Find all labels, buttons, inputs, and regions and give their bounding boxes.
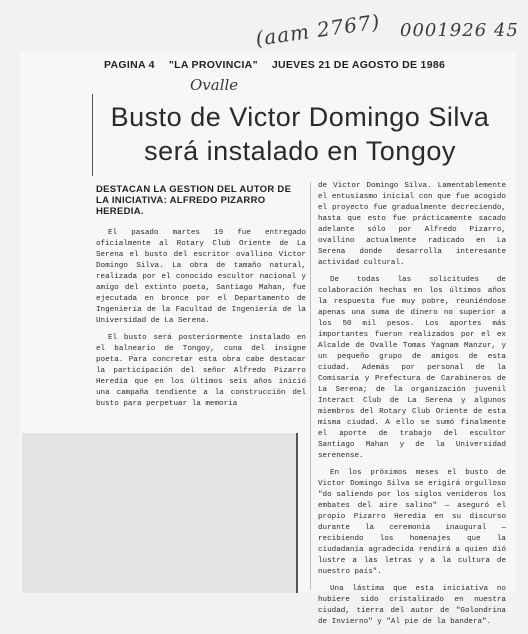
masthead [104, 59, 446, 71]
column-divider [310, 182, 311, 590]
page-number: PAGINA 4 [104, 59, 155, 71]
paragraph: El pasado martes 19 fue entregado oficialmente al Rotary Club Oriente de La Serena el busto del escritor ovallino Victor Domingo Silva. La obra de tamaño natural, realizada por el conocido escultor nacional y amigo del extinto poeta, Santiago Mahan, fue ejecutada en bronce por el Departamento de Ingeniería de la Facultad de Ingeniería de la Universidad de La Serena. [96, 229, 306, 325]
newspaper-name: "LA PROVINCIA" [168, 59, 258, 71]
paragraph: En los próximos meses el busto de Victor Domingo Silva se erigirá orgulloso "do saliendo por los siglos venideros los embates del aire salino" — aseguró el propio Pizarro Heredia en su discurso durante la ceremonia inaugural —recibiendo los homenajes que la ciudadanía agradecida rendirá a quien dió lustre a las letras y a la cultura de nuestro país". [318, 469, 506, 576]
paragraph: de Victor Domingo Silva. Lamentablemente el entusiasmo inicial con que fue acogido el proyecto fue gradualmente decreciendo, hasta que esto fue prácticamente sacado adelante sólo por Alfredo Pizarro, ovallino actualmente radicado en La Serena donde desarrolla interesante actividad cultural. [318, 182, 506, 267]
photo-border [296, 433, 298, 593]
issue-date: JUEVES 21 DE AGOSTO DE 1986 [271, 59, 446, 71]
headline [100, 100, 500, 168]
handwritten-city-note: Ovalle [190, 76, 239, 94]
article-column-2 [318, 181, 506, 634]
paragraph: Una lástima que esta iniciativa no hubiere sido cristalizado en nuestra ciudad, tierra del autor de "Golondrina de Invierno" y "Al pie de la bandera". [318, 585, 506, 626]
article-column-1 [96, 228, 306, 416]
handwritten-catalog-number: 0001926 45 [400, 20, 519, 41]
headline-line-1: Busto de Victor Domingo Silva [110, 102, 490, 132]
handwritten-archive-code: (aam 2767) [253, 9, 382, 51]
paragraph: El busto será posteriormente instalado en el balneario de Tongoy, cuna del insigne poeta. Para concretar esta obra cabe destacar la participación del señor Alfredo Pizarro Heredia que en los últimos seis años inició una campaña tendiente a la construcción del busto para perpetuar la memoria [96, 334, 306, 408]
headline-line-2: será instalado en Tongoy [144, 136, 456, 166]
subheadline: DESTACAN LA GESTION DEL AUTOR DE LA INICIATIVA: ALFREDO PIZARRO HEREDIA. [96, 184, 292, 217]
paragraph: De todas las solicitudes de colaboración hechas en los últimos años la respuesta fue muy pobre, reuniéndose apenas una suma de dinero no superior a los 50 mil pesos. Los aportes más importantes fueron realizados por el ex Alcalde de Ovalle Tomas Yagnam Manzur, y un pequeño grupo de amigos de esta ciudad. Además por personal de la Comisaría y Prefectura de Carabineros de La Serena; de la organización juvenil Interact Club de La Serena y algunos miembros del Rotary Club Oriente de esta misma ciudad. A ello se sumó finalmente el aporte de trabajo del escultor Santiago Mahan y de la Universidad serenense. [318, 276, 506, 460]
photo-area [22, 433, 298, 593]
